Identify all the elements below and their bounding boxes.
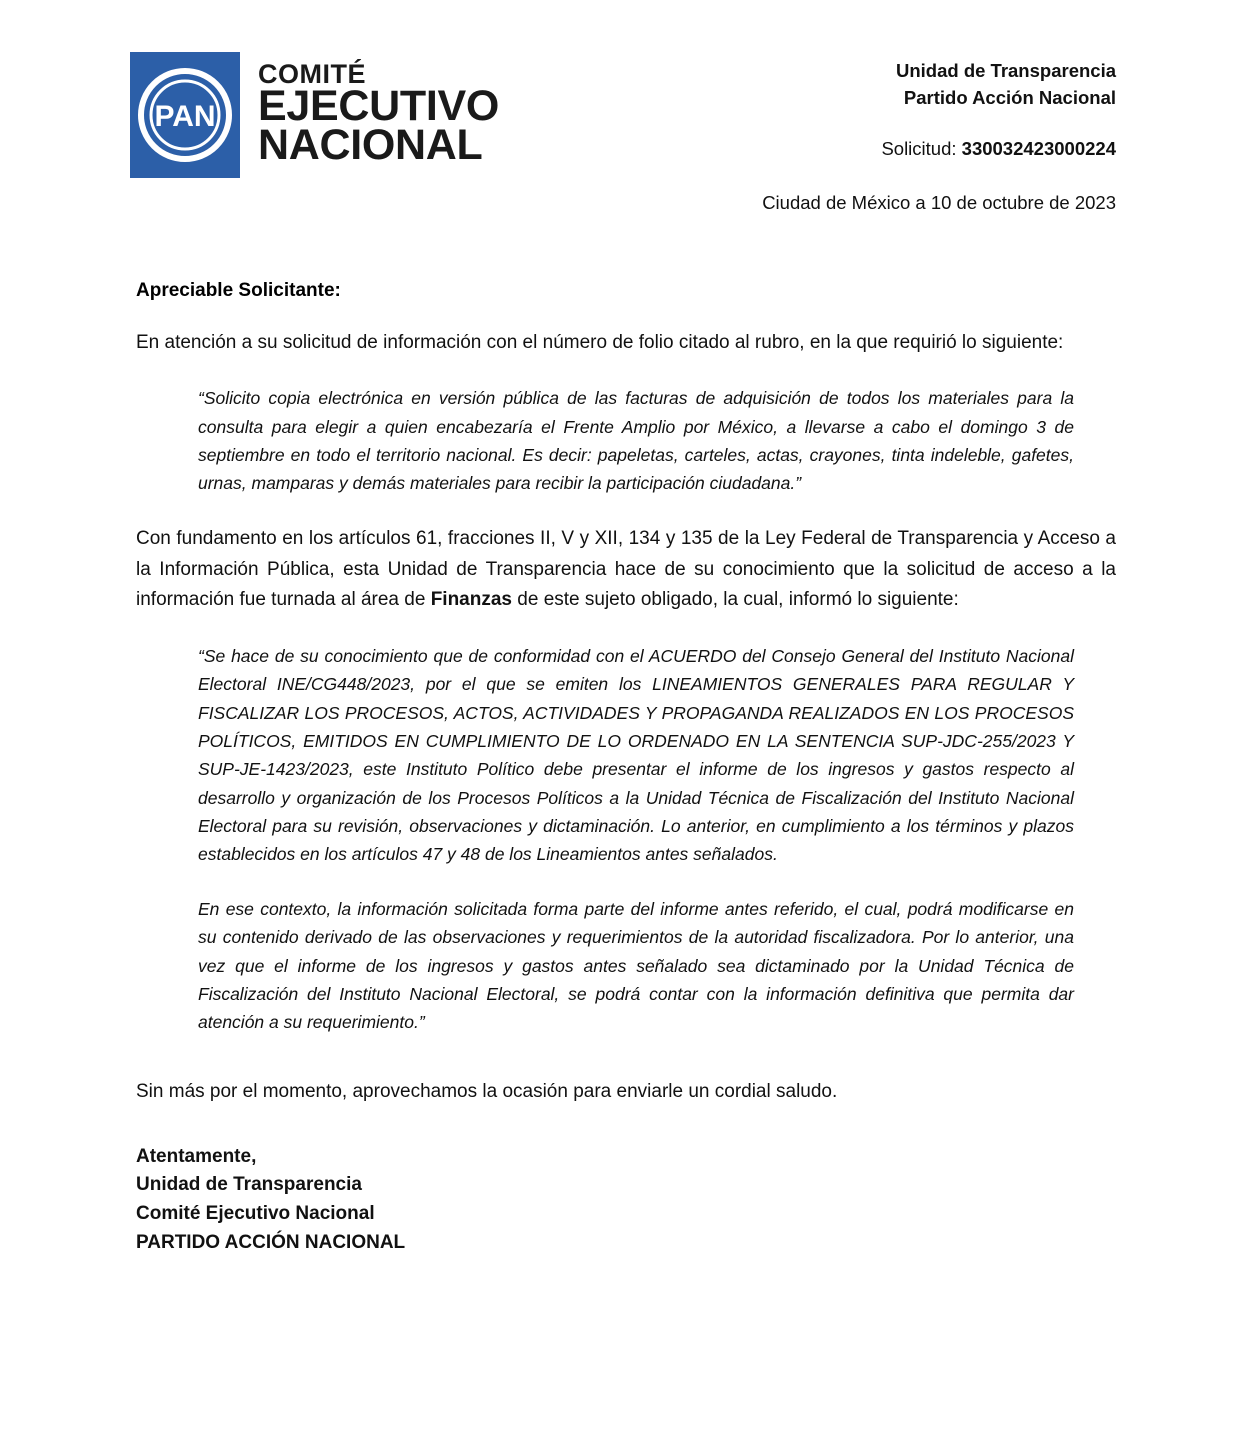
pan-logo-block <box>130 52 499 178</box>
cen-wordmark <box>258 52 500 170</box>
signature-line-1: Atentamente, <box>136 1145 257 1167</box>
solicitud-line <box>762 138 1116 160</box>
signature-line-2: Unidad de Transparencia <box>136 1174 362 1196</box>
unidad-transparencia-line: Unidad de Transparencia <box>895 60 1116 81</box>
signature-line-4: PARTIDO ACCIÓN NACIONAL <box>136 1232 406 1254</box>
quoted-answer-paragraph-2: En ese contexto, la información solicitada forma parte del informe antes referido, el cual, podrá modificarse en su contenido derivado de las observaciones y requerimientos de la autoridad fiscalizadora. Por lo anterior, una vez que el informe de los ingresos y gastos antes señalado sea dictaminado por la Unidad Técnica de Fiscalización del Instituto Nacional Electoral, se podrá contar con la información definitiva que permita dar atención a su requerimiento.” <box>198 898 1074 1033</box>
document-header <box>0 0 1246 214</box>
cen-line-ejecutivo: EJECUTIVO <box>258 81 500 130</box>
pan-logo-icon <box>130 52 240 178</box>
intro-paragraph: En atención a su solicitud de información con el número de folio citado al rubro, en la que requirió lo siguiente: <box>136 331 1064 353</box>
legal-text-part2: de este sujeto obligado, la cual, informó lo siguiente: <box>512 589 959 611</box>
partido-accion-nacional-line: Partido Acción Nacional <box>903 86 1116 108</box>
fecha-line: Ciudad de México a 10 de octubre de 2023 <box>762 191 1116 213</box>
area-finanzas: Finanzas <box>430 589 512 611</box>
solicitud-label: Solicitud: <box>881 137 962 159</box>
quoted-answer-paragraph-1: “Se hace de su conocimiento que de conformidad con el ACUERDO del Consejo General del Instituto Nacional Electoral INE/CG448/2023, por el que se emiten los LINEAMIENTOS GENERALES PARA REGULAR Y FISCALIZAR LOS PROCESOS, ACTOS, ACTIVIDADES Y PROPAGANDA REALIZADOS EN LOS PROCESOS POLÍTICOS, EMITIDOS EN CUMPLIMIENTO DE LO ORDENADO EN LA SENTENCIA SUP-JDC-255/2023 Y SUP-JE-1423/2023, este Instituto Político debe presentar el informe de los ingresos y gastos respecto al desarrollo y organización de los Procesos Políticos a la Unidad Técnica de Fiscalización del Instituto Nacional Electoral para su revisión, observaciones y dictaminación. Lo anterior, en cumplimiento a los términos y plazos establecidos en los artículos 47 y 48 de los Lineamientos antes señalados. <box>198 646 1074 865</box>
quoted-request: “Solicito copia electrónica en versión pública de las facturas de adquisición de todos los materiales para la consulta para elegir a quien encabezaría el Frente Amplio por México, a llevarse a cabo el domingo 3 de septiembre en todo el territorio nacional. Es decir: papeletas, carteles, actas, crayones, tinta indeleble, gafetes, urnas, mamparas y demás materiales para recibir la participación ciudadana.” <box>198 388 1074 494</box>
header-right-block <box>762 52 1116 214</box>
signature-line-3: Comité Ejecutivo Nacional <box>136 1203 375 1225</box>
salutation: Apreciable Solicitante: <box>136 279 341 301</box>
cen-line-nacional: NACIONAL <box>258 121 483 170</box>
document-body <box>0 280 1246 1304</box>
legal-text-part1: Con fundamento en los artículos 61, fracciones II, V y XII, 134 y 135 de la Ley Federal de Transparencia y Acceso a la Información Pública, esta Unidad de Transparencia hace de su conocimiento que la solicitud de acceso a la información fue turnada al área de <box>136 527 1116 611</box>
cen-line-comite: COMITÉ <box>258 59 366 89</box>
closing-paragraph: Sin más por el momento, aprovechamos la ocasión para enviarle un cordial saludo. <box>136 1080 838 1102</box>
svg-text:PAN: PAN <box>154 100 216 133</box>
solicitud-number: 330032423000224 <box>961 137 1116 159</box>
legal-paragraph <box>136 524 1116 616</box>
bottom-spacer <box>136 1258 1116 1304</box>
signature-block <box>136 1143 1116 1259</box>
